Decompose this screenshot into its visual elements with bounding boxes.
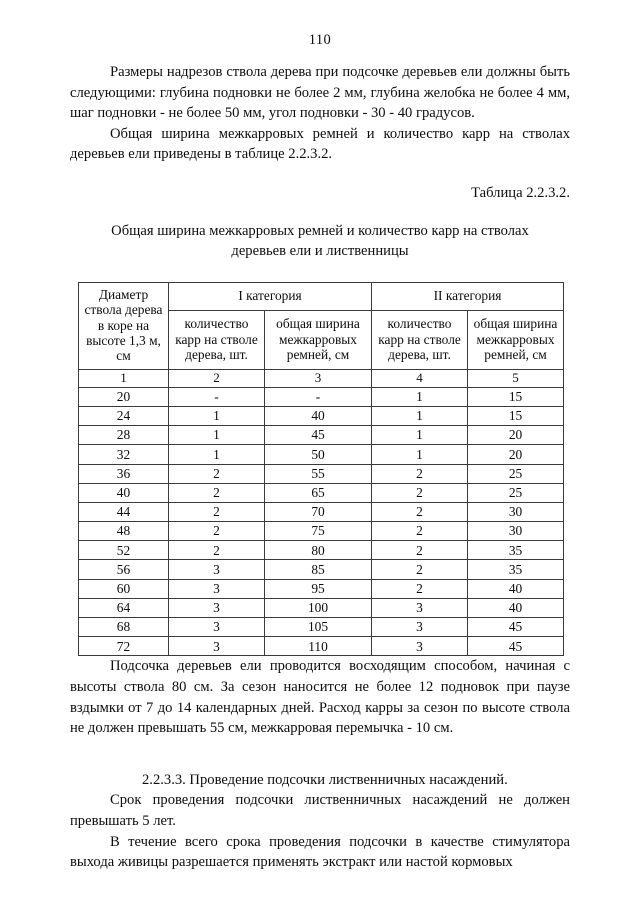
cell-diameter: 68 <box>79 618 169 637</box>
cell-value: 1 <box>169 426 265 445</box>
table-row <box>79 560 564 579</box>
table-label: Таблица 2.2.3.2. <box>471 184 570 201</box>
table-row <box>79 483 564 502</box>
cell-diameter: 40 <box>79 483 169 502</box>
cell-diameter: 60 <box>79 579 169 598</box>
cell-value: 25 <box>468 464 564 483</box>
table-row <box>79 445 564 464</box>
table-body <box>79 387 564 656</box>
cell-value: 50 <box>265 445 372 464</box>
cell-value: 105 <box>265 618 372 637</box>
table-row <box>79 387 564 406</box>
column-number: 4 <box>372 369 468 387</box>
paragraph-larch-term: Срок проведения подсочки лиственничных насаждений не должен превышать 5 лет. <box>70 792 570 829</box>
cell-value: 3 <box>169 598 265 617</box>
header-cat1-count: количество карр на стволе дерева, шт. <box>169 311 265 369</box>
cell-value: 3 <box>169 579 265 598</box>
paragraph-stimulator: В течение всего срока проведения подсочки в качестве стимулятора выхода живицы разрешается применять экстракт или настой кормовых <box>70 833 570 871</box>
cell-value: 2 <box>372 522 468 541</box>
cell-diameter: 64 <box>79 598 169 617</box>
table-row <box>79 618 564 637</box>
cell-value: 2 <box>169 522 265 541</box>
header-cat2-width: общая ширина межкарровых ремней, см <box>468 311 564 369</box>
cell-value: 2 <box>372 579 468 598</box>
table-row <box>79 541 564 560</box>
cell-diameter: 44 <box>79 502 169 521</box>
header-category-1: I категория <box>169 282 372 311</box>
cell-value: 45 <box>468 618 564 637</box>
table-row <box>79 637 564 656</box>
header-category-2: II категория <box>372 282 564 311</box>
cell-value: 2 <box>169 502 265 521</box>
cell-diameter: 20 <box>79 387 169 406</box>
cell-diameter: 36 <box>79 464 169 483</box>
cell-value: 1 <box>372 445 468 464</box>
cell-value: 75 <box>265 522 372 541</box>
column-number: 1 <box>79 369 169 387</box>
cell-value: 3 <box>372 637 468 656</box>
cell-value: 2 <box>169 483 265 502</box>
column-number: 2 <box>169 369 265 387</box>
table-row <box>79 579 564 598</box>
table-row <box>79 406 564 425</box>
cell-value: 20 <box>468 426 564 445</box>
cell-value: 3 <box>169 618 265 637</box>
cell-value: 3 <box>169 560 265 579</box>
section-heading-2233: 2.2.3.3. Проведение подсочки лиственничных насаждений. <box>142 771 508 788</box>
cell-value: 2 <box>372 502 468 521</box>
cell-value: 65 <box>265 483 372 502</box>
cell-value: 1 <box>169 445 265 464</box>
cell-value: 25 <box>468 483 564 502</box>
column-number: 3 <box>265 369 372 387</box>
page-number: 110 <box>308 32 332 48</box>
table-row <box>79 464 564 483</box>
cell-value: 15 <box>468 406 564 425</box>
cell-value: 40 <box>468 598 564 617</box>
cell-value: - <box>265 387 372 406</box>
cell-value: 45 <box>265 426 372 445</box>
cell-value: 3 <box>169 637 265 656</box>
table-column-number-row <box>79 369 564 387</box>
table-row <box>79 502 564 521</box>
cell-value: 35 <box>468 560 564 579</box>
paragraph-spruce-tapping: Подсочка деревьев ели проводится восходящим способом, начиная с высоты ствола 80 см. За сезон наносится не более 12 подновок при паузе вздымки от 7 до 14 календарных дней. Расход карры за сезон по высоте ствола не должен превышать 55 см, межкарровая перемычка - 10 см. <box>70 658 570 737</box>
cell-value: 40 <box>468 579 564 598</box>
paragraph-intro-dimensions: Размеры надрезов ствола дерева при подсочке деревьев ели должны быть следующими: глубина подновки не более 2 мм, глубина желобка не более 4 мм, шаг подновки - не более 50 мм, угол подновки - 30 - 40 градусов. <box>70 64 570 122</box>
cell-value: 1 <box>372 426 468 445</box>
paragraph-table-reference: Общая ширина межкарровых ремней и количество карр на стволах деревьев ели приведены в таблице 2.2.3.2. <box>70 125 570 163</box>
table-row <box>79 426 564 445</box>
cell-diameter: 52 <box>79 541 169 560</box>
cell-value: - <box>169 387 265 406</box>
cell-diameter: 56 <box>79 560 169 579</box>
cell-value: 1 <box>169 406 265 425</box>
cell-value: 85 <box>265 560 372 579</box>
cell-value: 2 <box>372 464 468 483</box>
cell-value: 100 <box>265 598 372 617</box>
cell-value: 30 <box>468 502 564 521</box>
table-row <box>79 598 564 617</box>
table-title: Общая ширина межкарровых ремней и количество карр на стволах деревьев ели и лиственницы <box>111 222 529 260</box>
cell-diameter: 28 <box>79 426 169 445</box>
table-row <box>79 522 564 541</box>
cell-diameter: 32 <box>79 445 169 464</box>
header-cat2-count: количество карр на стволе дерева, шт. <box>372 311 468 369</box>
table-head <box>79 282 564 387</box>
table-header-row-top <box>79 282 564 311</box>
cell-value: 2 <box>169 464 265 483</box>
cell-value: 30 <box>468 522 564 541</box>
cell-value: 95 <box>265 579 372 598</box>
cell-value: 80 <box>265 541 372 560</box>
cell-value: 15 <box>468 387 564 406</box>
cell-value: 45 <box>468 637 564 656</box>
cell-value: 3 <box>372 598 468 617</box>
cell-value: 55 <box>265 464 372 483</box>
cell-diameter: 72 <box>79 637 169 656</box>
table-container <box>78 282 563 657</box>
cell-value: 1 <box>372 406 468 425</box>
cell-value: 70 <box>265 502 372 521</box>
cell-value: 2 <box>372 483 468 502</box>
cell-value: 2 <box>169 541 265 560</box>
cell-value: 3 <box>372 618 468 637</box>
cell-diameter: 48 <box>79 522 169 541</box>
cell-value: 35 <box>468 541 564 560</box>
column-number: 5 <box>468 369 564 387</box>
cell-value: 40 <box>265 406 372 425</box>
header-cat1-width: общая ширина межкарровых ремней, см <box>265 311 372 369</box>
cell-value: 1 <box>372 387 468 406</box>
cell-diameter: 24 <box>79 406 169 425</box>
cell-value: 2 <box>372 541 468 560</box>
cell-value: 2 <box>372 560 468 579</box>
header-stub-diameter: Диаметр ствола дерева в коре на высоте 1,3 м, см <box>79 282 169 369</box>
cell-value: 110 <box>265 637 372 656</box>
page-content <box>70 62 570 873</box>
cell-value: 20 <box>468 445 564 464</box>
karr-width-table <box>78 282 564 657</box>
